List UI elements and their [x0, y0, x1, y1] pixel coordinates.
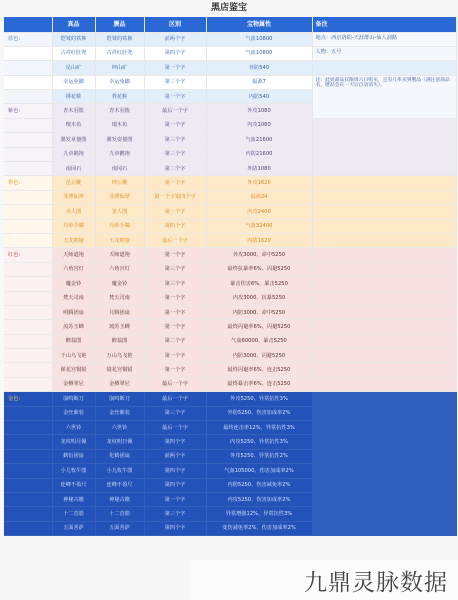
- item-attribute: 内防3000、闪避5250: [206, 349, 312, 363]
- difference-position: 第三个字: [144, 507, 206, 521]
- fake-item-name: 崩鸣断刀: [95, 392, 144, 406]
- tier-label: [4, 406, 52, 420]
- item-attribute: 内防3000、命中5250: [206, 305, 312, 319]
- item-attribute: 气血10800: [206, 46, 312, 60]
- item-attribute: 外攻3000、命中5250: [206, 248, 312, 262]
- table-row: [4, 521, 456, 535]
- header-difference: 区别: [144, 17, 206, 32]
- table-row: [4, 421, 456, 435]
- real-item-name: 南冈石: [52, 162, 95, 176]
- item-attribute: 最终暴击率6%、连击5250: [206, 377, 312, 391]
- difference-position: 第一个字: [144, 205, 206, 219]
- real-item-name: 梵天司南: [52, 291, 95, 305]
- header-fake: 赝品: [95, 17, 144, 32]
- table-row: [4, 478, 456, 492]
- fake-item-name: 丹砂手镯: [95, 219, 144, 233]
- item-attribute: 变伤减免率2%、伤害加成率2%: [206, 521, 312, 535]
- difference-position: 第四个字: [144, 464, 206, 478]
- difference-position: 第三个字: [144, 133, 206, 147]
- item-attribute: 内防1620: [206, 233, 312, 247]
- notes-cell: [312, 61, 456, 75]
- real-item-name: 醉翁图: [52, 334, 95, 348]
- notes-cell: [312, 291, 456, 305]
- table-row: [4, 377, 456, 391]
- difference-position: 第一个字: [144, 90, 206, 104]
- tier-label: [4, 219, 52, 233]
- table-row: [4, 61, 456, 75]
- tier-label: [4, 464, 52, 478]
- table-row: [4, 363, 456, 377]
- item-attribute: 气血32400: [206, 219, 312, 233]
- table-row: [4, 435, 456, 449]
- table-row: [4, 205, 456, 219]
- fake-item-name: 化鹤团扇: [95, 449, 144, 463]
- tier-label: [4, 205, 52, 219]
- fake-item-name: 夭师道袍: [95, 248, 144, 262]
- fake-item-name: 琉苏玉蝉: [95, 320, 144, 334]
- difference-position: 第一个字: [144, 305, 206, 319]
- item-attribute: 外攻5250、异常抗性3%: [206, 392, 312, 406]
- fake-item-name: 秀花鞋: [95, 90, 144, 104]
- difference-position: 第二个字: [144, 162, 206, 176]
- table-row: [4, 349, 456, 363]
- item-attribute: 内防540: [206, 90, 312, 104]
- item-attribute: 外防540: [206, 61, 312, 75]
- item-attribute: 内攻3000、抗暴5250: [206, 291, 312, 305]
- real-item-name: 九章鹤袍: [52, 147, 95, 161]
- real-item-name: 六世铃: [52, 421, 95, 435]
- notes-cell: [312, 305, 456, 319]
- table-row: [4, 449, 456, 463]
- fake-item-name: 幸运兔脚: [95, 75, 144, 89]
- tier-label: [4, 147, 52, 161]
- real-item-name: 十二首筋: [52, 507, 95, 521]
- notes-cell: [312, 406, 456, 420]
- notes-cell: [312, 277, 456, 291]
- item-attribute: 最终闪避率6%、闪避5250: [206, 320, 312, 334]
- real-item-name: 菲薄仙翠: [52, 190, 95, 204]
- watermark: [190, 560, 458, 600]
- fake-item-name: 小儿枚牛图: [95, 464, 144, 478]
- tier-label: 橙色:: [4, 176, 52, 190]
- real-item-name: 神秘古籍: [52, 493, 95, 507]
- difference-position: 最后一个字: [144, 104, 206, 118]
- table-row: [4, 162, 456, 176]
- tier-label: [4, 90, 52, 104]
- fake-item-name: 魔金铃: [95, 277, 144, 291]
- table-row: [4, 262, 456, 276]
- tier-label: 紫色:: [4, 104, 52, 118]
- fake-item-name: 月腾团扇: [95, 305, 144, 319]
- difference-position: 第一个字: [144, 349, 206, 363]
- tier-label: [4, 233, 52, 247]
- notes-cell: [312, 449, 456, 463]
- tier-label: [4, 435, 52, 449]
- table-row: [4, 118, 456, 132]
- tier-label: [4, 521, 52, 535]
- tier-label: [4, 61, 52, 75]
- real-item-name: 翼发章鋆图: [52, 133, 95, 147]
- real-item-name: 玉龙朝鋆: [52, 233, 95, 247]
- item-attribute: 内防21600: [206, 147, 312, 161]
- notes-cell: [312, 162, 456, 176]
- tier-label: [4, 334, 52, 348]
- tier-label: [4, 118, 52, 132]
- table-row: [4, 233, 456, 247]
- appraisal-table: [4, 17, 457, 536]
- notes-cell: [312, 421, 456, 435]
- tier-label: [4, 46, 52, 60]
- difference-position: 第一个字: [144, 320, 206, 334]
- note-tip: 注：此处商品仅限周六日购买，且有几率买到赝品（满注意商品名，赝品会在一天后自动消失）。: [312, 75, 456, 118]
- fake-item-name: 神秘古籍: [95, 493, 144, 507]
- table-header-row: [4, 17, 456, 32]
- real-item-name: 五面菩萨: [52, 521, 95, 535]
- difference-position: 第三个字: [144, 262, 206, 276]
- notes-cell: [312, 118, 456, 132]
- notes-cell: [312, 493, 456, 507]
- fake-item-name: 镜花宫铜镜: [95, 363, 144, 377]
- difference-position: 第四个字: [144, 46, 206, 60]
- difference-position: 第一个字: [144, 118, 206, 132]
- notes-cell: [312, 507, 456, 521]
- fake-item-name: 璮木鱼: [95, 118, 144, 132]
- item-attribute: 外攻1620: [206, 176, 312, 190]
- tier-label: [4, 493, 52, 507]
- notes-cell: [312, 233, 456, 247]
- table-row: [4, 305, 456, 319]
- table-row: [4, 190, 456, 204]
- notes-cell: [312, 176, 456, 190]
- item-attribute: 异常增强12%、异常抗性3%: [206, 507, 312, 521]
- fake-item-name: 梵天司南: [95, 291, 144, 305]
- header-tier: [4, 17, 52, 32]
- header-attribute: 宝物属性: [206, 17, 312, 32]
- item-attribute: 外防5250、伤害加成率2%: [206, 406, 312, 420]
- note-npc: 人物：五号: [312, 46, 456, 60]
- real-item-name: 千山乌飞艳: [52, 349, 95, 363]
- tier-label: 金色:: [4, 392, 52, 406]
- table-row: [4, 176, 456, 190]
- fake-item-name: 万山乌飞艳: [95, 349, 144, 363]
- table-row: [4, 320, 456, 334]
- fake-item-name: 铠皱的铁裤: [95, 32, 144, 46]
- tier-label: [4, 507, 52, 521]
- notes-cell: [312, 349, 456, 363]
- real-item-name: 六角宫灯: [52, 262, 95, 276]
- header-notes: 备注: [312, 17, 456, 32]
- real-item-name: 昆山矿: [52, 61, 95, 75]
- real-item-name: 铠皱的铁裤: [52, 32, 95, 46]
- table-row: [4, 277, 456, 291]
- difference-position: 第三个字: [144, 75, 206, 89]
- item-attribute: 气血10800: [206, 32, 312, 46]
- item-attribute: 气血21600: [206, 133, 312, 147]
- notes-cell: [312, 133, 456, 147]
- real-item-name: 魔金铃: [52, 277, 95, 291]
- fake-item-name: 醉翁图: [95, 334, 144, 348]
- item-attribute: 福源7: [206, 75, 312, 89]
- difference-position: 第一个字: [144, 363, 206, 377]
- difference-position: 第三个字: [144, 406, 206, 420]
- difference-position: 第三个字: [144, 277, 206, 291]
- fake-item-name: 金樽翠尼: [95, 377, 144, 391]
- item-attribute: 最终抗暴率6%、闪避5250: [206, 262, 312, 276]
- table-row: [4, 291, 456, 305]
- fake-item-name: 青木羽簇: [95, 104, 144, 118]
- table-row: [4, 32, 456, 46]
- item-attribute: 外攻5250、异常抗性2%: [206, 449, 312, 463]
- difference-position: 第四个字: [144, 435, 206, 449]
- table-row: [4, 406, 456, 420]
- tier-label: [4, 377, 52, 391]
- item-attribute: 最终连击率12%、异常抗性3%: [206, 421, 312, 435]
- item-attribute: 内防5250、伤害减免率2%: [206, 478, 312, 492]
- real-item-name: 绣花鞋: [52, 90, 95, 104]
- fake-item-name: 玉龙朝鋆: [95, 233, 144, 247]
- difference-position: 最后一个字: [144, 392, 206, 406]
- notes-cell: [312, 521, 456, 535]
- fake-item-name: 坤山矿: [95, 61, 144, 75]
- tier-label: [4, 305, 52, 319]
- real-item-name: 天师道袍: [52, 248, 95, 262]
- tier-label: [4, 349, 52, 363]
- real-item-name: 龙纹明月佩: [52, 435, 95, 449]
- table-row: [4, 75, 456, 89]
- notes-cell: [312, 248, 456, 262]
- fake-item-name: 六角宫灯: [95, 262, 144, 276]
- difference-position: 第四个字: [144, 478, 206, 492]
- item-attribute: 内攻5250、伤害加成率2%: [206, 493, 312, 507]
- fake-item-name: 九章鹳袍: [95, 147, 144, 161]
- difference-position: 第一个字: [144, 248, 206, 262]
- difference-position: 最后一个字: [144, 233, 206, 247]
- notes-cell: [312, 190, 456, 204]
- table-row: [4, 392, 456, 406]
- tier-label: [4, 133, 52, 147]
- fake-item-name: 龙纹明日佩: [95, 435, 144, 449]
- difference-position: 第四个字: [144, 219, 206, 233]
- difference-position: 最后一个字: [144, 377, 206, 391]
- tier-label: [4, 291, 52, 305]
- fake-item-name: 十二首筋: [95, 507, 144, 521]
- item-attribute: 内攻2400: [206, 205, 312, 219]
- fake-item-name: 姜人图: [95, 205, 144, 219]
- notes-cell: [312, 262, 456, 276]
- fake-item-name: 金丝紫装: [95, 406, 144, 420]
- table-row: [4, 334, 456, 348]
- notes-cell: [312, 147, 456, 161]
- difference-position: 第三个字: [144, 147, 206, 161]
- tier-label: [4, 262, 52, 276]
- fake-item-name: 六世铃: [95, 421, 144, 435]
- difference-position: 前两个字: [144, 32, 206, 46]
- real-item-name: 美人图: [52, 205, 95, 219]
- notes-cell: [312, 334, 456, 348]
- real-item-name: 昆云靴: [52, 176, 95, 190]
- table-row: [4, 147, 456, 161]
- fake-item-name: 南冈石: [95, 162, 144, 176]
- difference-position: 第一个字: [144, 493, 206, 507]
- item-attribute: 内攻5250、异常抗性3%: [206, 435, 312, 449]
- notes-cell: [312, 219, 456, 233]
- difference-position: 第一个字: [144, 291, 206, 305]
- fake-item-name: 翼发姿鋆图: [95, 133, 144, 147]
- difference-position: 第二个字: [144, 334, 206, 348]
- tier-label: [4, 478, 52, 492]
- tier-label: [4, 421, 52, 435]
- item-attribute: 气血105000、伤害加成率2%: [206, 464, 312, 478]
- real-item-name: 明腾团扇: [52, 305, 95, 319]
- item-attribute: 气血60000、暴击5250: [206, 334, 312, 348]
- real-item-name: 金丝紫装: [52, 406, 95, 420]
- tier-label: [4, 162, 52, 176]
- fake-item-name: 坤云靴: [95, 176, 144, 190]
- watermark-text: 九鼎灵脉数据: [304, 570, 448, 596]
- table-row: [4, 46, 456, 60]
- tier-label: [4, 190, 52, 204]
- real-item-name: 金樽翠尼: [52, 377, 95, 391]
- table-row: [4, 219, 456, 233]
- real-item-name: 崩鸣断刀: [52, 392, 95, 406]
- real-item-name: 丹砂手镯: [52, 219, 95, 233]
- real-item-name: 流苏玉蝉: [52, 320, 95, 334]
- difference-position: 最后一个字: [144, 421, 206, 435]
- notes-cell: [312, 392, 456, 406]
- item-attribute: 福源24: [206, 190, 312, 204]
- real-item-name: 连峰不盈尺: [52, 478, 95, 492]
- notes-cell: [312, 320, 456, 334]
- difference-position: 第一个字: [144, 61, 206, 75]
- table-row: [4, 464, 456, 478]
- notes-cell: [312, 377, 456, 391]
- notes-cell: [312, 363, 456, 377]
- real-item-name: 檀木鱼: [52, 118, 95, 132]
- table-row: [4, 507, 456, 521]
- note-location: 地点：西京洛阳-天涯群山-仙人洞路: [312, 32, 456, 46]
- real-item-name: 翟花宫铜镜: [52, 363, 95, 377]
- notes-cell: [312, 205, 456, 219]
- item-attribute: 外防1080: [206, 162, 312, 176]
- item-attribute: 最终闪避率6%、连击5250: [206, 363, 312, 377]
- tier-label: [4, 363, 52, 377]
- real-item-name: 幸运免脚: [52, 75, 95, 89]
- tier-label: [4, 449, 52, 463]
- real-item-name: 古祥红肚兜: [52, 46, 95, 60]
- table-row: [4, 133, 456, 147]
- page-title: 黑店鉴宝: [210, 3, 247, 13]
- real-item-name: 小儿牧牛图: [52, 464, 95, 478]
- tier-label: [4, 320, 52, 334]
- tier-label: [4, 277, 52, 291]
- item-attribute: 外攻1080: [206, 104, 312, 118]
- tier-label: 蓝色:: [4, 32, 52, 46]
- notes-cell: [312, 464, 456, 478]
- fake-item-name: 菲薄仙翠: [95, 190, 144, 204]
- table-row: [4, 493, 456, 507]
- fake-item-name: 五面菩萨: [95, 521, 144, 535]
- difference-position: 第一个字: [144, 176, 206, 190]
- tier-label: [4, 75, 52, 89]
- real-item-name: 青木羽簇: [52, 104, 95, 118]
- header-real: 真品: [52, 17, 95, 32]
- item-attribute: 内攻1080: [206, 118, 312, 132]
- fake-item-name: 连峰不盈尺: [95, 478, 144, 492]
- fake-item-name: 古祥红肚兜: [95, 46, 144, 60]
- real-item-name: 鹤衍团扇: [52, 449, 95, 463]
- table-row: [4, 248, 456, 262]
- difference-position: 第一个字第四个字: [144, 190, 206, 204]
- difference-position: 第四个字: [144, 521, 206, 535]
- notes-cell: [312, 435, 456, 449]
- difference-position: 前两个字: [144, 449, 206, 463]
- item-attribute: 暴击伤害6%、暴击5250: [206, 277, 312, 291]
- tier-label: 红色:: [4, 248, 52, 262]
- notes-cell: [312, 478, 456, 492]
